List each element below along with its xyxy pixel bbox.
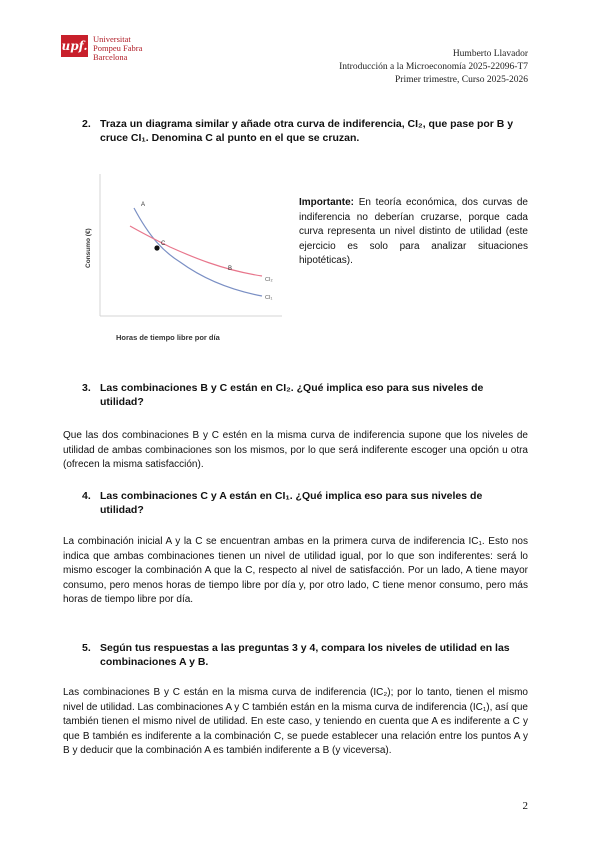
- page-header: [339, 48, 528, 87]
- question-text: Las combinaciones C y A están en CI₁. ¿Qué implica eso para sus niveles de utilidad?: [100, 490, 483, 516]
- logo-mark: upf.: [61, 35, 88, 57]
- question-text: Las combinaciones B y C están en CI₂. ¿Qué implica eso para sus niveles de utilidad?: [100, 382, 484, 408]
- page-number: 2: [522, 800, 528, 812]
- note-label: Importante:: [299, 197, 354, 208]
- logo-text: [93, 35, 142, 62]
- question-number: 2.: [82, 118, 91, 130]
- question-text: Traza un diagrama similar y añade otra curva de indiferencia, CI₂, que pase por B y cruce CI₁. Denomina C al punto en el que se cruzan.: [100, 118, 514, 144]
- question-2: [82, 117, 528, 145]
- indifference-curve-chart: [72, 170, 292, 350]
- question-number: 4.: [82, 490, 91, 502]
- important-note: [299, 196, 528, 269]
- answer-3: Que las dos combinaciones B y C estén en la misma curva de indiferencia supone que los niveles de utilidad de ambas combinaciones son los mismos, por lo que será indiferente escoger una opción u otra (ofrecen la misma satisfacción).: [63, 430, 528, 470]
- logo-line-3: Barcelona: [93, 52, 128, 62]
- question-number: 3.: [82, 382, 91, 394]
- curve-ci1: [134, 208, 262, 296]
- header-author: Humberto Llavador: [452, 49, 528, 59]
- point-b-label: B: [228, 266, 233, 272]
- point-a-label: A: [141, 202, 146, 208]
- y-axis-label: Consumo (€): [85, 228, 92, 268]
- logo-line-1: Universitat: [93, 34, 131, 44]
- point-c-marker: [154, 245, 159, 250]
- header-course: Introducción a la Microeconomía 2025-22096-T7: [339, 62, 528, 72]
- point-c-label: C: [161, 241, 166, 247]
- university-logo: [61, 35, 142, 62]
- logo-line-2: Pompeu Fabra: [93, 43, 143, 53]
- question-text: Según tus respuestas a las preguntas 3 y 4, compara los niveles de utilidad en las combinaciones A y B.: [100, 642, 510, 668]
- header-term: Primer trimestre, Curso 2025-2026: [395, 75, 528, 85]
- note-text: En teoría económica, dos curvas de indiferencia no deberían cruzarse, porque cada curva representa un nivel distinto de utilidad (este ejercicio es solo para analizar situaciones hipotéticas).: [299, 197, 528, 266]
- question-number: 5.: [82, 642, 91, 654]
- answer-4: La combinación inicial A y la C se encuentran ambas en la primera curva de indiferencia IC₁. Esto nos indica que ambas combinaciones tienen un nivel de utilidad igual, por lo que son indiferentes: será lo mismo escoger la combinación A que la C, respecto al nivel de satisfacción. Por un lado, A tiene mayor consumo, pero menos horas de tiempo libre por día y, por otro lado, C tiene menor consumo, pero más horas de tiempo libre por día.: [63, 536, 528, 605]
- question-4: [82, 489, 528, 517]
- question-5: [82, 641, 528, 669]
- curve-ci2-label: CI₂: [265, 277, 273, 283]
- curve-ci1-label: CI₁: [265, 295, 273, 301]
- answer-5: Las combinaciones B y C están en la misma curva de indiferencia (IC₂); por lo tanto, tienen el mismo nivel de utilidad. Las combinaciones A y C también están en la misma curva de indiferencia (IC₁), así que también tienen el mismo nivel de utilidad. En este caso, y teniendo en cuenta que A es indiferente a C y que B también es indiferente a la combinación C, se puede establecer una relación entre los puntos A y B y deducir que la combinación A es también indiferente a B (y viceversa).: [63, 687, 528, 756]
- question-3: [82, 381, 528, 409]
- x-axis-label: Horas de tiempo libre por día: [116, 333, 220, 342]
